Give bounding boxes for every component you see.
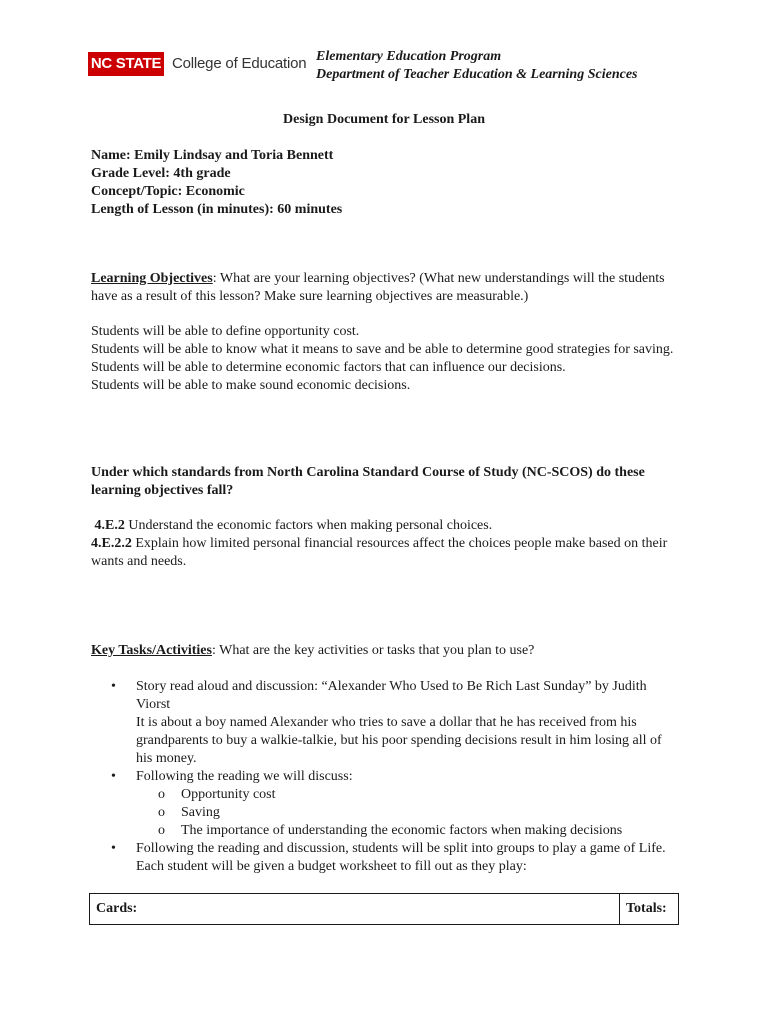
document-title: Design Document for Lesson Plan <box>283 112 485 127</box>
task-title: • Following the reading and discussion, students will be split into groups to play a game of Life. Each student will be given a budget worksheet to fill out as they play: <box>136 841 666 874</box>
task-description: It is about a boy named Alexander who tries to save a dollar that he has received from his grandparents to buy a walkie-talkie, but his poor spending decisions result in him losing all of his money. <box>136 715 662 766</box>
key-tasks-heading: Key Tasks/Activities <box>91 643 212 658</box>
standard-text: Explain how limited personal financial resources affect the choices people make based on their wants and needs. <box>91 536 668 569</box>
concept-topic: Concept/Topic: Economic <box>91 184 245 199</box>
lesson-info <box>91 147 342 219</box>
task-title: • Story read aloud and discussion: “Alexander Who Used to Be Rich Last Sunday” by Judith Viorst <box>136 679 647 712</box>
task-title: • Following the reading we will discuss: <box>136 769 353 784</box>
discussion-topic: o Opportunity cost <box>136 786 681 804</box>
grade-level: Grade Level: 4th grade <box>91 166 231 181</box>
learning-objectives-question: : What are your learning objectives? (What new understandings will the students have as a result of this lesson? Make sure learning objectives are measurable.) <box>91 271 665 304</box>
standards-list <box>91 517 681 571</box>
task-item <box>91 768 681 840</box>
department-name: Department of Teacher Education & Learning Sciences <box>316 67 638 82</box>
budget-worksheet-table <box>89 893 679 925</box>
tasks-list <box>91 678 681 876</box>
key-tasks-prompt <box>91 642 681 660</box>
table-row <box>90 894 679 925</box>
standards-question: Under which standards from North Carolina Standard Course of Study (NC-SCOS) do these learning objectives fall? <box>91 465 645 498</box>
standard-item <box>91 517 681 535</box>
task-item <box>91 678 681 768</box>
discussion-topic: o Saving <box>136 804 681 822</box>
program-heading <box>316 48 637 84</box>
standard-text: Understand the economic factors when making personal choices. <box>124 518 493 533</box>
objectives-list <box>91 323 681 395</box>
objective-item: Students will be able to determine economic factors that can influence our decisions. <box>91 360 566 375</box>
lesson-length: Length of Lesson (in minutes): 60 minutes <box>91 202 343 217</box>
discussion-topic: o The importance of understanding the economic factors when making decisions <box>136 822 681 840</box>
learning-objectives-heading: Learning Objectives <box>91 271 213 286</box>
discussion-topics <box>136 786 681 840</box>
program-name: Elementary Education Program <box>316 49 502 64</box>
standard-code: 4.E.2.2 <box>91 536 132 551</box>
college-of-education-logo-text: College of Education <box>172 55 307 72</box>
learning-objectives-prompt <box>91 270 681 306</box>
standard-code: 4.E.2 <box>94 518 125 533</box>
key-tasks-question: : What are the key activities or tasks that you plan to use? <box>211 643 535 658</box>
objective-item: Students will be able to define opportunity cost. <box>91 324 360 339</box>
totals-header: Totals: <box>620 894 679 925</box>
objective-item: Students will be able to make sound economic decisions. <box>91 378 411 393</box>
task-item <box>91 840 681 876</box>
standard-item <box>91 535 681 571</box>
nc-state-logo: NC STATE <box>88 52 164 76</box>
objective-item: Students will be able to know what it means to save and be able to determine good strategies for saving. <box>91 342 674 357</box>
cards-header: Cards: <box>90 894 620 925</box>
teacher-names: Name: Emily Lindsay and Toria Bennett <box>91 148 334 163</box>
